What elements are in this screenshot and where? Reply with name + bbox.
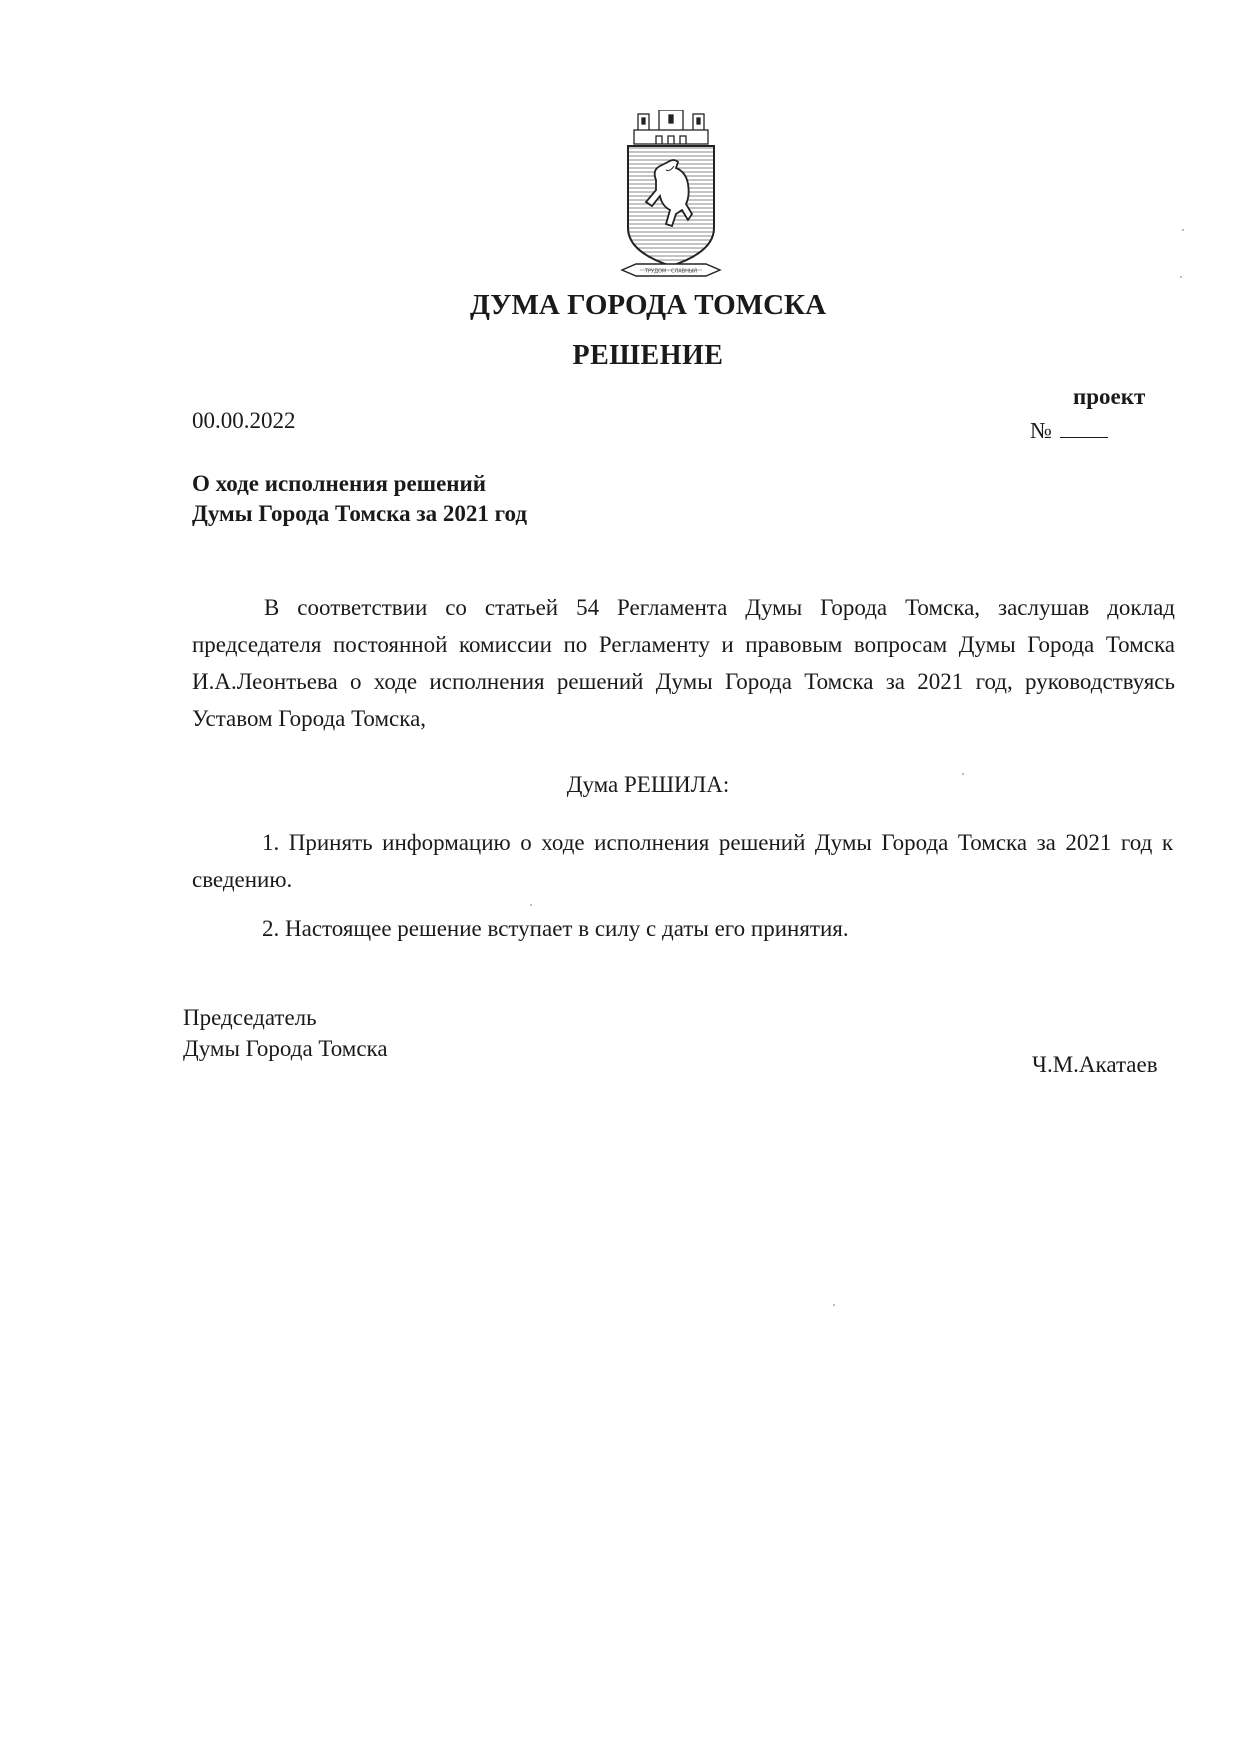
document-type-title: РЕШЕНИЕ <box>572 340 724 371</box>
scan-speck <box>962 773 964 775</box>
number-blank-line <box>1060 436 1108 438</box>
draft-mark: проект <box>1073 384 1146 409</box>
subject-line-1: О ходе исполнения решений <box>192 471 487 496</box>
document-number <box>1030 418 1108 444</box>
document-date: 00.00.2022 <box>192 408 296 433</box>
number-label: № <box>1030 418 1052 443</box>
scan-speck <box>530 904 532 906</box>
resolution-item-2: 2. Настоящее решение вступает в силу с даты его принятия. <box>262 916 849 941</box>
preamble-paragraph: В соответствии со статьей 54 Регламента Думы Города Томска, заслушав доклад председателя постоянной комиссии по Регламенту и правовым вопросам Думы Города Томска И.А.Леонтьева о ходе исполнения решений Думы Города Томска за 2021 год, руководствуясь Уставом Города Томска, <box>192 595 1175 731</box>
emblem-motto: ТРУДОМ · СЛАВНЫЙ <box>644 268 698 275</box>
signatory-title-line-2: Думы Города Томска <box>183 1036 388 1061</box>
document-subject <box>192 469 527 529</box>
scan-speck <box>1180 276 1182 278</box>
signatory-title <box>183 1002 388 1064</box>
scan-speck <box>1182 229 1184 231</box>
coat-of-arms-emblem <box>616 110 726 286</box>
resolution-item-1: 1. Принять информацию о ходе исполнения решений Думы Города Томска за 2021 год к сведению. <box>192 830 1173 892</box>
scan-speck <box>833 1304 835 1306</box>
resolution-heading: Дума РЕШИЛА: <box>566 772 730 797</box>
signatory-name: Ч.М.Акатаев <box>1032 1052 1158 1077</box>
subject-line-2: Думы Города Томска за 2021 год <box>192 501 528 526</box>
signatory-title-line-1: Председатель <box>183 1005 317 1030</box>
crown-icon <box>634 110 708 144</box>
organization-title: ДУМА ГОРОДА ТОМСКА <box>469 289 827 321</box>
